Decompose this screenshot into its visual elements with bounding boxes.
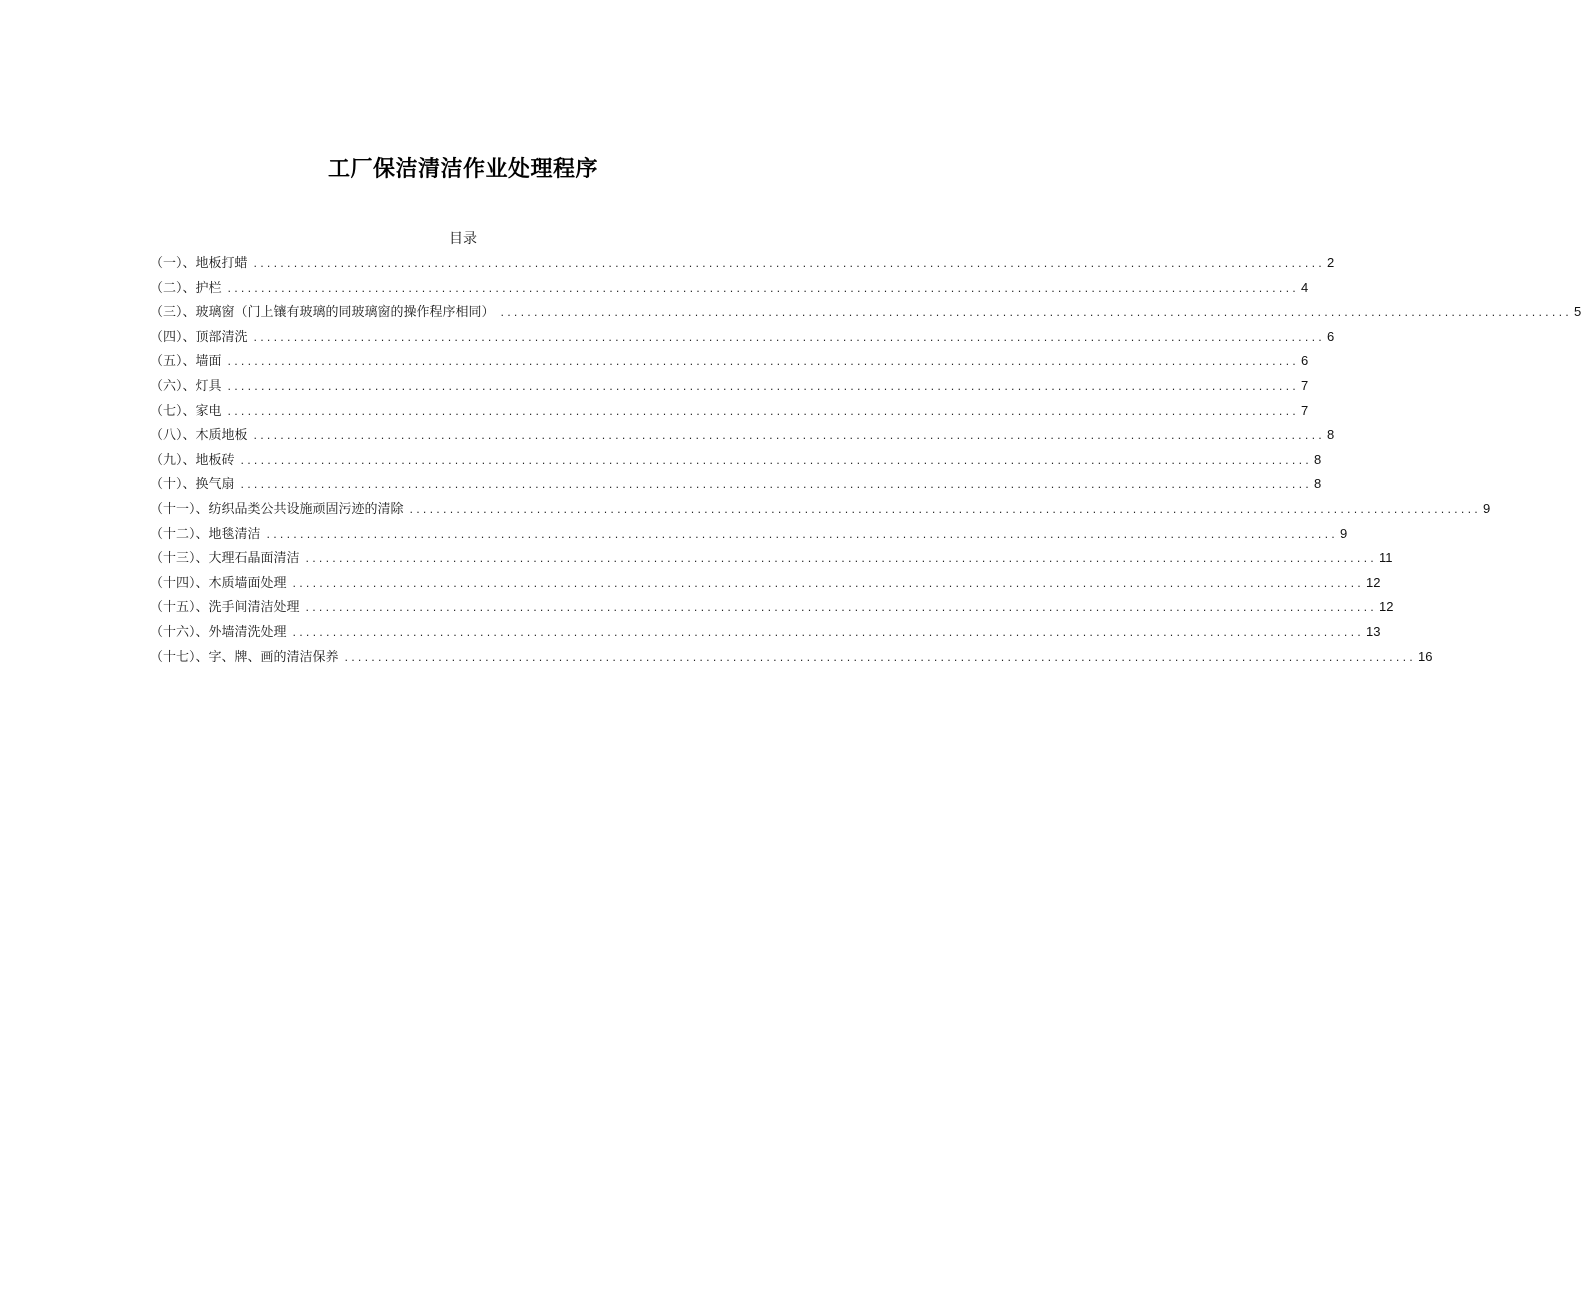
- toc-entry-title: （十六）、外墙清洗处理: [150, 624, 287, 640]
- toc-leader-dots: ................................................................................................................................................................: [292, 625, 1364, 639]
- toc-entry-page: 6: [1300, 353, 1309, 369]
- document-title: 工厂保洁清洁作业处理程序: [327, 157, 598, 182]
- toc-entry[interactable]: [150, 647, 1433, 672]
- toc-leader-dots: ................................................................................................................................................................: [266, 527, 1338, 541]
- toc-entry-title: （八）、木质地板: [150, 428, 248, 444]
- toc-entry[interactable]: [150, 327, 1335, 352]
- toc-entry[interactable]: [150, 622, 1381, 647]
- toc-entry[interactable]: [150, 524, 1348, 549]
- toc-entry-title: （十四）、木质墙面处理: [150, 575, 287, 591]
- toc-entry-page: 8: [1313, 476, 1322, 492]
- toc-entry-page: 9: [1482, 500, 1491, 516]
- toc-leader-dots: ................................................................................................................................................................: [240, 453, 1312, 467]
- toc-entry[interactable]: [150, 253, 1335, 278]
- toc-entry-page: 8: [1326, 427, 1335, 443]
- toc-leader-dots: ................................................................................................................................................................: [227, 355, 1299, 369]
- toc-entry[interactable]: [150, 376, 1309, 401]
- toc-entry-page: 6: [1326, 328, 1335, 344]
- toc-entry-title: （十二）、地毯清洁: [150, 526, 261, 542]
- toc-entry[interactable]: [150, 401, 1309, 426]
- toc-entry-page: 12: [1378, 599, 1394, 615]
- toc-leader-dots: ................................................................................................................................................................: [227, 281, 1299, 295]
- toc-entry[interactable]: [150, 548, 1393, 573]
- toc-entry[interactable]: [150, 278, 1309, 303]
- toc-entry-title: （二）、护栏: [150, 280, 222, 296]
- toc-entry[interactable]: [150, 597, 1394, 622]
- toc-entry-title: （十五）、洗手间清洁处理: [150, 600, 300, 616]
- toc-entry-title: （十三）、大理石晶面清洁: [150, 551, 300, 567]
- toc-entry-title: （四）、顶部清洗: [150, 329, 248, 345]
- toc-leader-dots: ................................................................................................................................................................: [344, 650, 1416, 664]
- toc-entry-title: （五）、墙面: [150, 354, 222, 370]
- toc-entry[interactable]: [150, 302, 1581, 327]
- toc-leader-dots: ................................................................................................................................................................: [305, 552, 1377, 566]
- toc-entry-page: 13: [1365, 623, 1381, 639]
- toc-leader-dots: ................................................................................................................................................................: [253, 257, 1325, 270]
- toc-entry-title: （一）、地板打蜡: [150, 256, 248, 271]
- toc-entry-page: 9: [1339, 525, 1348, 541]
- toc-entry-page: 4: [1300, 279, 1309, 295]
- toc-entry-page: 16: [1417, 648, 1433, 664]
- toc-entry-title: （七）、家电: [150, 403, 222, 419]
- toc-leader-dots: ................................................................................................................................................................: [409, 502, 1481, 516]
- toc-entry[interactable]: [150, 351, 1309, 376]
- toc-entry-page: 8: [1313, 451, 1322, 467]
- toc-entry-title: （十七）、字、牌、画的清洁保养: [150, 649, 339, 665]
- toc-entry-title: （六）、灯具: [150, 378, 222, 394]
- toc-entry-page: 2: [1326, 255, 1335, 270]
- toc-leader-dots: ................................................................................................................................................................: [292, 576, 1364, 590]
- toc-entry-page: 7: [1300, 402, 1309, 418]
- toc-entry-page: 12: [1365, 574, 1381, 590]
- table-of-contents: [150, 253, 1581, 671]
- toc-leader-dots: ................................................................................................................................................................: [500, 306, 1572, 320]
- toc-leader-dots: ................................................................................................................................................................: [305, 601, 1377, 615]
- toc-leader-dots: ................................................................................................................................................................: [227, 404, 1299, 418]
- toc-leader-dots: ................................................................................................................................................................: [240, 478, 1312, 492]
- toc-heading: 目录: [449, 231, 477, 247]
- toc-entry[interactable]: [150, 499, 1491, 524]
- toc-entry[interactable]: [150, 450, 1322, 475]
- toc-entry[interactable]: [150, 425, 1335, 450]
- toc-leader-dots: ................................................................................................................................................................: [227, 379, 1299, 393]
- toc-entry[interactable]: [150, 573, 1381, 598]
- toc-leader-dots: ................................................................................................................................................................: [253, 330, 1325, 344]
- toc-entry-page: 11: [1378, 550, 1393, 566]
- toc-entry-page: 7: [1300, 377, 1309, 393]
- toc-entry-title: （三）、玻璃窗（门上镶有玻璃的同玻璃窗的操作程序相同）: [150, 305, 495, 321]
- toc-entry[interactable]: [150, 474, 1322, 499]
- toc-leader-dots: ................................................................................................................................................................: [253, 429, 1325, 443]
- toc-entry-title: （十）、换气扇: [150, 477, 235, 493]
- toc-entry-title: （九）、地板砖: [150, 452, 235, 468]
- toc-entry-title: （十一）、纺织品类公共设施顽固污迹的清除: [150, 501, 404, 517]
- toc-entry-page: 5: [1573, 304, 1581, 320]
